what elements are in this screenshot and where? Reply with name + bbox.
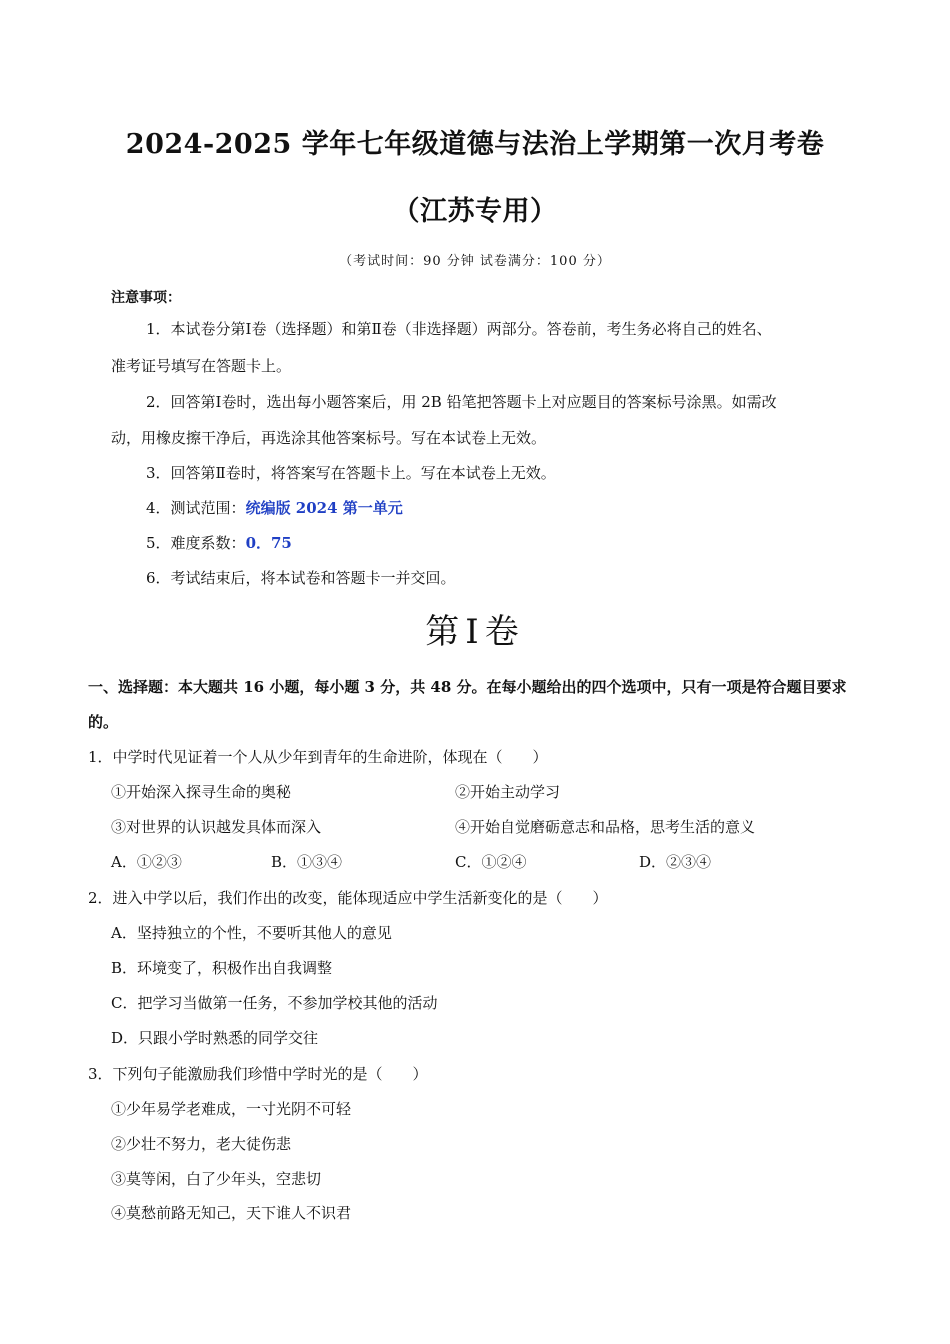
exam-subtitle-region: （江苏专用） bbox=[392, 196, 558, 227]
question-3-statement: ②少壮不努力，老大徒伤悲 bbox=[111, 1135, 292, 1153]
question-1-choice-c: C．①②④ bbox=[455, 853, 527, 871]
question-1-choice-d: D．②③④ bbox=[639, 853, 712, 871]
question-2-choice-c: C．把学习当做第一任务，不参加学校其他的活动 bbox=[111, 994, 438, 1012]
question-2-stem: 2．进入中学以后，我们作出的改变，能体现适应中学生活新变化的是（ ） bbox=[88, 889, 608, 907]
notice-item-2-cont: 动，用橡皮擦干净后，再选涂其他答案标号。写在本试卷上无效。 bbox=[111, 429, 547, 447]
test-scope-value: 统编版 2024 第一单元 bbox=[245, 499, 403, 517]
question-3-statement: ①少年易学老难成，一寸光阴不可轻 bbox=[111, 1100, 352, 1118]
question-1-stem: 1．中学时代见证着一个人从少年到青年的生命进阶，体现在（ ） bbox=[88, 748, 548, 766]
notice-item-3: 3．回答第Ⅱ卷时，将答案写在答题卡上。写在本试卷上无效。 bbox=[146, 464, 556, 482]
question-3-statement: ③莫等闲，白了少年头，空悲切 bbox=[111, 1170, 322, 1188]
notice-item-2: 2．回答第Ⅰ卷时，选出每小题答案后，用 2B 铅笔把答题卡上对应题目的答案标号涂黑。如需改 bbox=[146, 393, 777, 411]
notice-heading: 注意事项： bbox=[111, 290, 181, 306]
question-2-choice-a: A．坚持独立的个性，不要听其他人的意见 bbox=[111, 924, 392, 942]
question-3-stem: 3．下列句子能激励我们珍惜中学时光的是（ ） bbox=[88, 1065, 428, 1083]
notice-item-1-cont: 准考证号填写在答题卡上。 bbox=[111, 357, 292, 375]
question-2-choice-b: B．环境变了，积极作出自我调整 bbox=[111, 959, 333, 977]
question-2-choice-d: D．只跟小学时熟悉的同学交往 bbox=[111, 1029, 319, 1047]
exam-title: 2024-2025 学年七年级道德与法治上学期第一次月考卷 bbox=[125, 129, 825, 160]
difficulty-value: 0．75 bbox=[245, 534, 292, 552]
question-1-statement: ①开始深入探寻生命的奥秘 bbox=[111, 783, 292, 801]
section-title: 第Ⅰ卷 bbox=[425, 612, 525, 652]
question-1-statement: ③对世界的认识越发具体而深入 bbox=[111, 818, 322, 836]
exam-info: （考试时间：90 分钟 试卷满分：100 分） bbox=[339, 254, 611, 269]
notice-item-1: 1．本试卷分第Ⅰ卷（选择题）和第Ⅱ卷（非选择题）两部分。答卷前，考生务必将自己的姓名、 bbox=[146, 320, 772, 338]
question-3-statement: ④莫愁前路无知己，天下谁人不识君 bbox=[111, 1204, 352, 1222]
part-intro: 一、选择题：本大题共 16 小题，每小题 3 分，共 48 分。在每小题给出的四个选项中，只有一项是符合题目要求的。 bbox=[88, 678, 847, 731]
notice-item-6: 6．考试结束后，将本试卷和答题卡一并交回。 bbox=[146, 569, 456, 587]
question-1-statement: ②开始主动学习 bbox=[455, 783, 561, 801]
question-1-choice-b: B．①③④ bbox=[271, 853, 343, 871]
question-1-statement: ④开始自觉磨砺意志和品格，思考生活的意义 bbox=[455, 818, 756, 836]
notice-item-5: 5．难度系数：0．75 bbox=[146, 534, 292, 552]
question-1-choice-a: A．①②③ bbox=[111, 853, 182, 871]
notice-item-4: 4．测试范围：统编版 2024 第一单元 bbox=[146, 499, 403, 517]
